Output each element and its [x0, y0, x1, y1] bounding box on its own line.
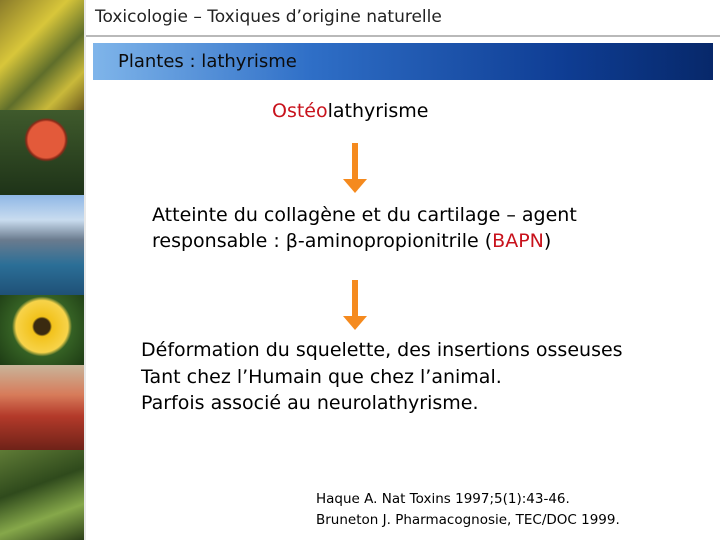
mountain-lake-photo — [0, 195, 84, 295]
reference-item: Bruneton J. Pharmacognosie, TEC/DOC 1999. — [316, 512, 620, 528]
slide-heading — [272, 100, 428, 122]
paragraph-collagen — [152, 202, 577, 254]
flower-photo — [0, 295, 84, 365]
nature-photo-strip — [0, 0, 84, 540]
reference-item: Haque A. Nat Toxins 1997;5(1):43-46. — [316, 491, 570, 507]
paragraph-effects — [141, 337, 623, 417]
red-mountain-photo — [0, 365, 84, 450]
references — [316, 489, 620, 531]
slide-header-title: Toxicologie – Toxiques d’origine naturelle — [95, 7, 442, 27]
tree-photo — [0, 0, 84, 110]
forest-photo — [0, 450, 84, 540]
paragraph-line: Déformation du squelette, des insertions osseuses — [141, 339, 623, 361]
arrow-down-icon — [348, 280, 362, 330]
heading-highlight: Ostéo — [272, 100, 328, 122]
mushroom-photo — [0, 110, 84, 195]
arrow-down-icon — [348, 143, 362, 193]
bapn-highlight: BAPN — [492, 230, 544, 252]
paragraph-line: Tant chez l’Humain que chez l’animal. — [141, 365, 502, 388]
heading-rest: lathyrisme — [327, 100, 429, 122]
divider — [84, 0, 86, 540]
section-title: Plantes : lathyrisme — [118, 51, 297, 72]
paragraph-line: Atteinte du collagène et du cartilage – agent — [152, 204, 577, 226]
paragraph-line: Parfois associé au neurolathyrisme. — [141, 392, 479, 414]
paragraph-line: responsable : β-aminopropionitrile (BAPN) — [152, 230, 552, 252]
header-divider — [86, 35, 720, 37]
